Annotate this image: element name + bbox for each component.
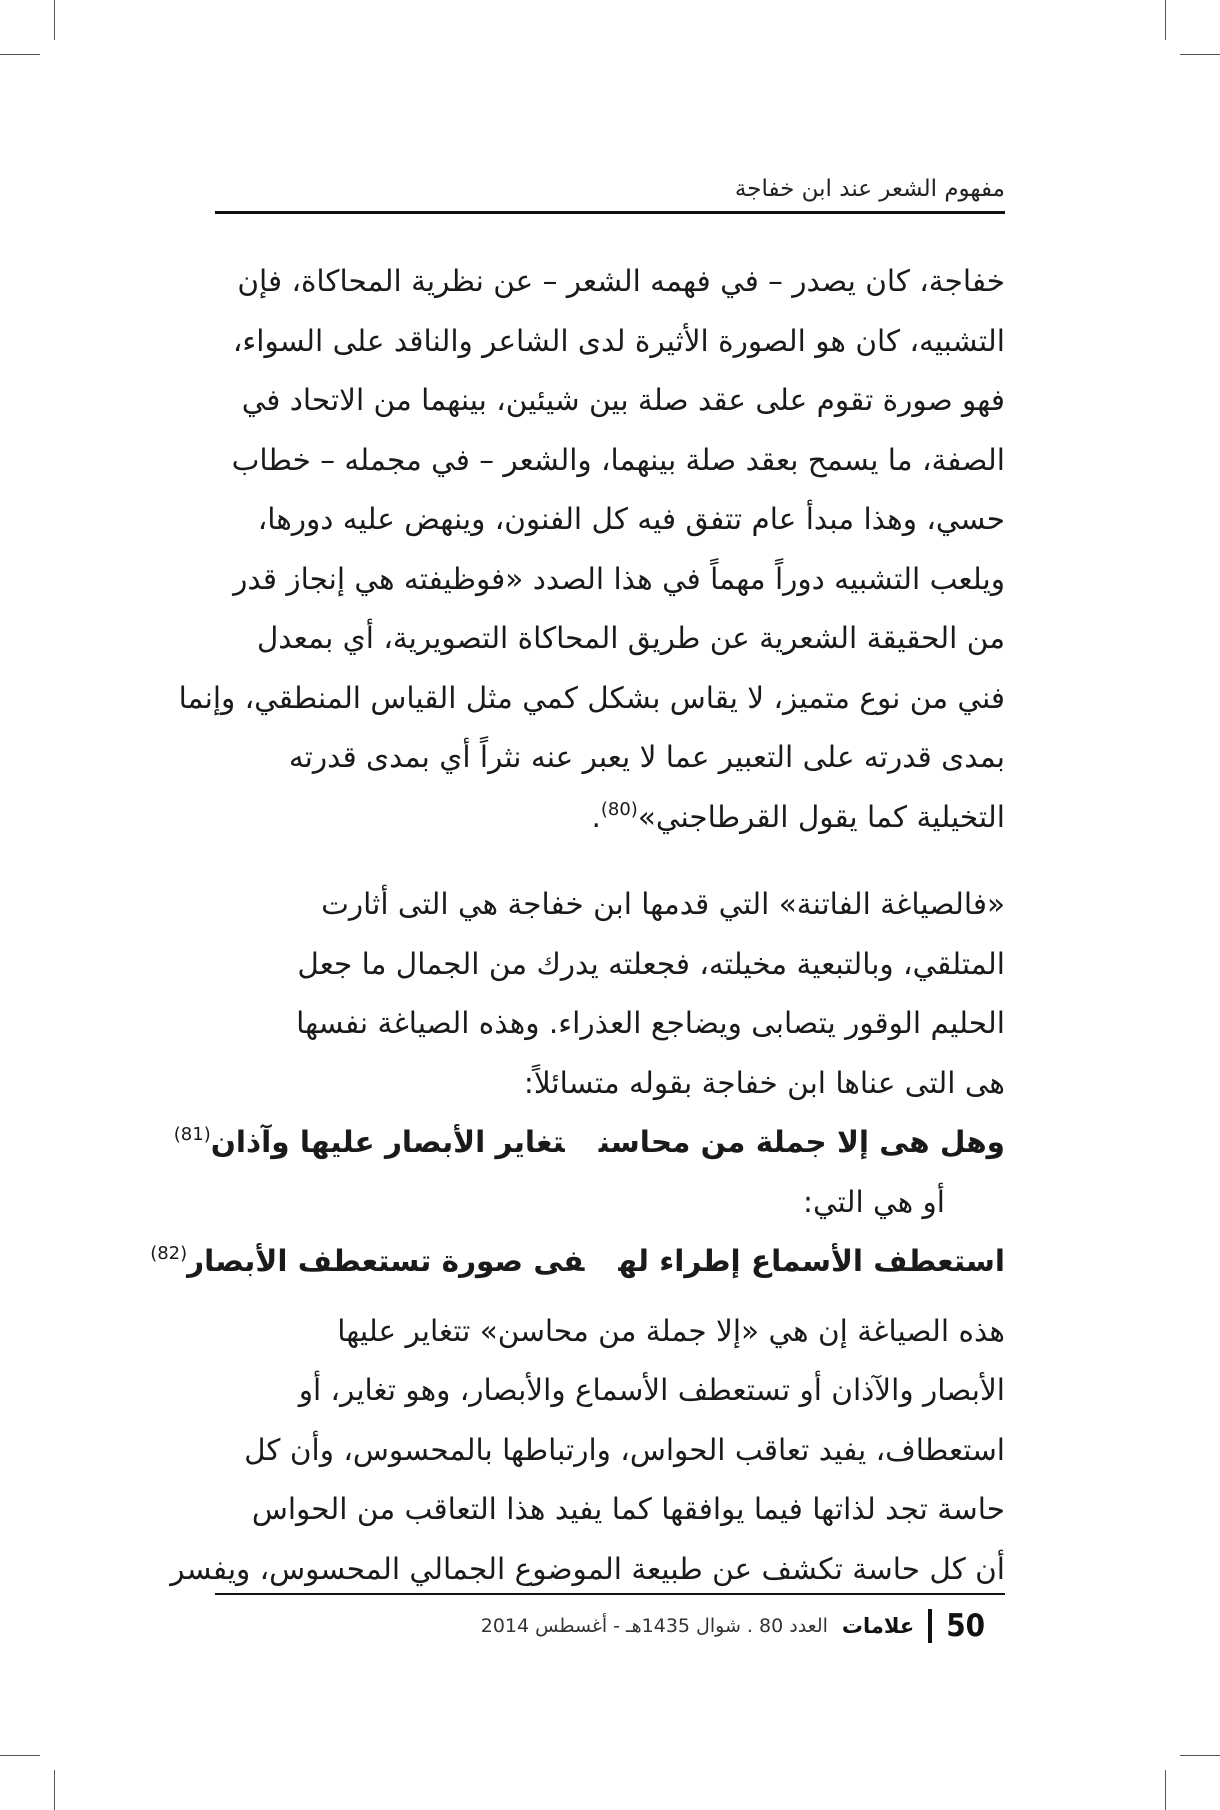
text-line: حسي، وهذا مبدأ عام تتفق فيه كل الفنون، وينهض عليه دورها، xyxy=(257,502,1005,536)
crop-mark xyxy=(1180,54,1220,55)
crop-mark xyxy=(1165,0,1166,40)
paragraph-gap xyxy=(215,1292,1005,1302)
text-line: الصفة، ما يسمح بعقد صلة بينهما، والشعر – في مجمله – خطاب xyxy=(231,442,1005,477)
issue-info: العدد 80 . شوال 1435هـ - أغسطس 2014 xyxy=(480,1615,828,1637)
text-line: فهو صورة تقوم على عقد صلة بين شيئين، بينهما من الاتحاد في xyxy=(241,383,1005,417)
footer-rule xyxy=(215,1593,1005,1595)
text-line: من الحقيقة الشعرية عن طريق المحاكاة التصويرية، أي بمعدل xyxy=(256,621,1005,655)
verse-line xyxy=(173,1113,1005,1173)
crop-mark xyxy=(1180,1755,1220,1756)
text-line: ويلعب التشبيه دوراً مهماً في هذا الصدد «فوظيفته هي إنجاز قدر xyxy=(233,561,1005,596)
text-line: هذه الصياغة إن هي «إلا جملة من محاسن» تتغاير عليها xyxy=(337,1313,1005,1348)
text-line: هى التى عناها ابن خفاجة بقوله متسائلاً: xyxy=(523,1065,1005,1100)
footer-divider xyxy=(928,1609,932,1643)
magazine-logo: علامات xyxy=(841,1614,915,1638)
text-line: أن كل حاسة تكشف عن طبيعة الموضوع الجمالي المحسوس، ويفسر xyxy=(170,1551,1005,1586)
body-text xyxy=(150,252,1005,1599)
crop-mark xyxy=(54,1770,55,1810)
text-fragment: . xyxy=(591,799,601,834)
text-line: المتلقي، وبالتبعية مخيلته، فجعلته يدرك من الجمال ما جعل xyxy=(297,946,1005,981)
footnote-ref: (80) xyxy=(600,798,638,820)
verse-line xyxy=(150,1232,1005,1292)
verse-hemistich: وهل هى إلا جملة من محاسن xyxy=(598,1125,1005,1159)
text-line: «فالصياغة الفاتنة» التي قدمها ابن خفاجة هي التى أثارت xyxy=(321,887,1005,921)
running-header: مفهوم الشعر عند ابن خفاجة xyxy=(734,176,1005,202)
text-line: التشبيه، كان هو الصورة الأثيرة لدى الشاعر والناقد على السواء، xyxy=(232,323,1005,358)
text-fragment: التخيلية كما يقول القرطاجني» xyxy=(637,799,1005,834)
paragraph-gap xyxy=(215,847,1005,875)
crop-mark xyxy=(0,1755,40,1756)
page-number: 50 xyxy=(946,1608,985,1644)
text-line: استعطاف، يفيد تعاقب الحواس، وارتباطها بالمحسوس، وأن كل xyxy=(244,1432,1005,1467)
crop-mark xyxy=(1165,1770,1166,1810)
header-rule xyxy=(215,211,1005,214)
verse-hemistich: تغاير الأبصار عليها وآذان xyxy=(210,1125,565,1159)
text-line: الأبصار والآذان أو تستعطف الأسماع والأبصار، وهو تغاير، أو xyxy=(298,1373,1005,1407)
verse-hemistich: استعطف الأسماع إطراء له xyxy=(618,1244,1005,1278)
text-line: فني من نوع متميز، لا يقاس بشكل كمي مثل القياس المنطقي، وإنما xyxy=(178,680,1005,715)
text-line-last xyxy=(215,788,1005,848)
text-line: بمدى قدرته على التعبير عما لا يعبر عنه نثراً أي بمدى قدرته xyxy=(288,740,1005,774)
text-line: الحليم الوقور يتصابى ويضاجع العذراء. وهذه الصياغة نفسها xyxy=(296,1006,1005,1040)
footnote-ref: (81) xyxy=(173,1124,211,1145)
text-line: حاسة تجد لذاتها فيما يوافقها كما يفيد هذا التعاقب من الحواس xyxy=(251,1492,1005,1526)
text-line: أو هي التي: xyxy=(803,1184,945,1219)
crop-mark xyxy=(0,54,40,55)
verse-hemistich: فى صورة تستعطف الأبصار xyxy=(187,1244,585,1278)
page-footer xyxy=(481,1604,985,1648)
text-line: خفاجة، كان يصدر – في فهمه الشعر – عن نظرية المحاكاة، فإن xyxy=(237,264,1005,298)
footnote-ref: (82) xyxy=(150,1243,188,1264)
crop-mark xyxy=(54,0,55,40)
